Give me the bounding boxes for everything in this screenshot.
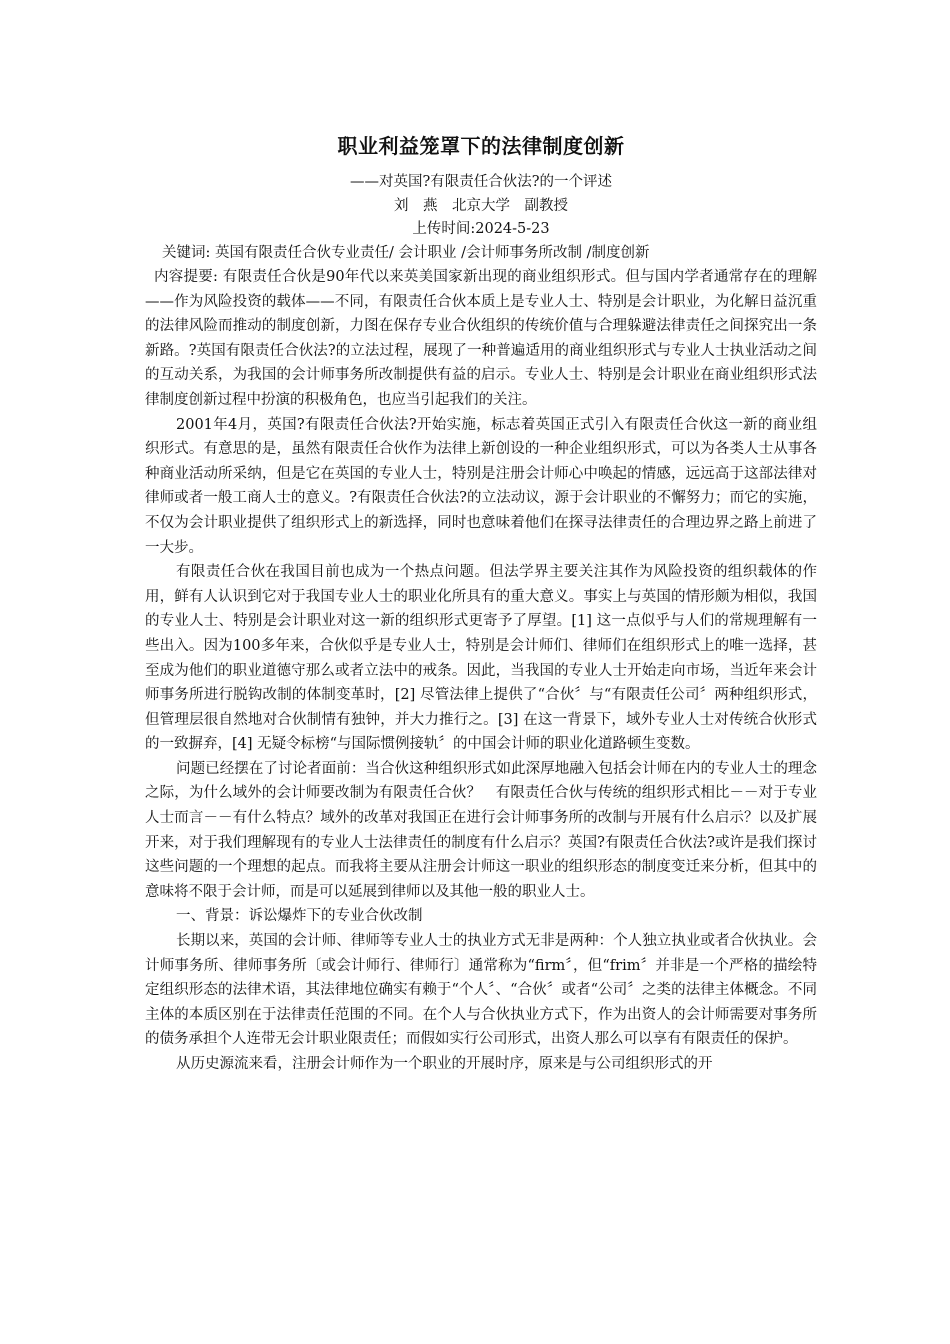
document-subtitle: ——对英国?有限责任合伙法?的一个评述 bbox=[349, 174, 613, 190]
body-paragraph: 从历史源流来看，注册会计师作为一个职业的开展时序，原来是与公司组织形式的开 bbox=[176, 1056, 713, 1072]
body-paragraph: 2001年4月，英国?有限责任合伙法?开始实施，标志着英国正式引入有限责任合伙这一新的商业组织形式。有意思的是，虽然有限责任合伙作为法律上新创设的一种企业组织形式，可以为各类人士从事各种商业活动所采纳，但是它在英国的专业人士，特别是注册会计师心中唤起的情感，远远高于这部法律对律师或者一般工商人士的意义。?有限责任合伙法?的立法动议，源于会计职业的不懈努力；而它的实施，不仅为会计职业提供了组织形式上的新选择，同时也意味着他们在探寻法律责任的合理边界之路上前进了一大步。 bbox=[145, 416, 817, 556]
author-line: 刘 燕 北京大学 副教授 bbox=[394, 197, 568, 214]
section-heading: 一、背景：诉讼爆炸下的专业合伙改制 bbox=[176, 908, 423, 925]
body-paragraph: 问题已经摆在了讨论者面前：当合伙这种组织形式如此深厚地融入包括会计师在内的专业人士的理念之际，为什么域外的会计师要改制为有限责任合伙？ 有限责任合伙与传统的组织形式相比－－对于专业人士而言－－有什么特点？域外的改革对我国正在进行会计师事务所的改制与开展有什么启示？以及扩展开来，对于我们理解现有的专业人士法律责任的制度有什么启示？英国?有限责任合伙法?或许是我们探讨这些问题的一个理想的起点。而我将主要从注册会计师这一职业的组织形态的制度变迁来分析，但其中的意味将不限于会计师，而是可以延展到律师以及其他一般的职业人士。 bbox=[145, 760, 817, 900]
upload-time: 上传时间:2024-5-23 bbox=[412, 221, 550, 237]
keywords: 关键词: 英国有限责任合伙专业责任/ 会计职业 /会计师事务所改制 /制度创新 bbox=[162, 244, 650, 261]
abstract: 内容提要: 有限责任合伙是90年代以来英美国家新出现的商业组织形式。但与国内学者通常存在的理解——作为风险投资的载体——不同，有限责任合伙本质上是专业人士、特别是会计职业，为化解日益沉重的法律风险而推动的制度创新，力图在保存专业合伙组织的传统价值与合理躲避法律责任之间探究出一条新路。?英国有限责任合伙法?的立法过程，展现了一种普遍适用的商业组织形式与专业人士执业活动之间的互动关系，为我国的会计师事务所改制提供有益的启示。专业人士、特别是会计职业在商业组织形式法律制度创新过程中扮演的积极角色，也应当引起我们的关注。 bbox=[145, 269, 817, 408]
body-paragraph: 有限责任合伙在我国目前也成为一个热点问题。但法学界主要关注其作为风险投资的组织载体的作用，鲜有人认识到它对于我国专业人士的职业化所具有的重大意义。事实上与英国的情形颇为相似，我国的专业人士、特别是会计职业对这一新的组织形式更寄予了厚望。[1] 这一点似乎与人们的常规理解有一些出入。因为100多年来，合伙似乎是专业人士，特别是会计师们、律师们在组织形式上的唯一选择，甚至成为他们的职业道德守那么或者立法中的戒条。因此，当我国的专业人士开始走向市场，当近年来会计师事务所进行脱钩改制的体制变革时，[2] 尽管法律上提供了“合伙〞与“有限责任公司〞两种组织形式，但管理层很自然地对合伙制情有独钟，并大力推行之。[3] 在这一背景下，域外专业人士对传统合伙形式的一致摒弃，[4] 无疑令标榜“与国际惯例接轨〞的中国会计师的职业化道路顿生变数。 bbox=[145, 564, 817, 753]
document-title: 职业利益笼罩下的法律制度创新 bbox=[337, 134, 625, 158]
document-page bbox=[145, 130, 817, 1077]
body-paragraph: 长期以来，英国的会计师、律师等专业人士的执业方式无非是两种：个人独立执业或者合伙执业。会计师事务所、律师事务所〔或会计师行、律师行〕通常称为“firm〞，但“frim〞并非是一个严格的描绘特定组织形态的法律术语，其法律地位确实有赖于“个人〞、“合伙〞或者“公司〞之类的法律主体概念。不同主体的本质区别在于法律责任范围的不同。在个人与合伙执业方式下，作为出资人的会计师需要对事务所的债务承担个人连带无会计职业限责任；而假如实行公司形式，出资人那么可以享有有限责任的保护。 bbox=[145, 933, 817, 1048]
